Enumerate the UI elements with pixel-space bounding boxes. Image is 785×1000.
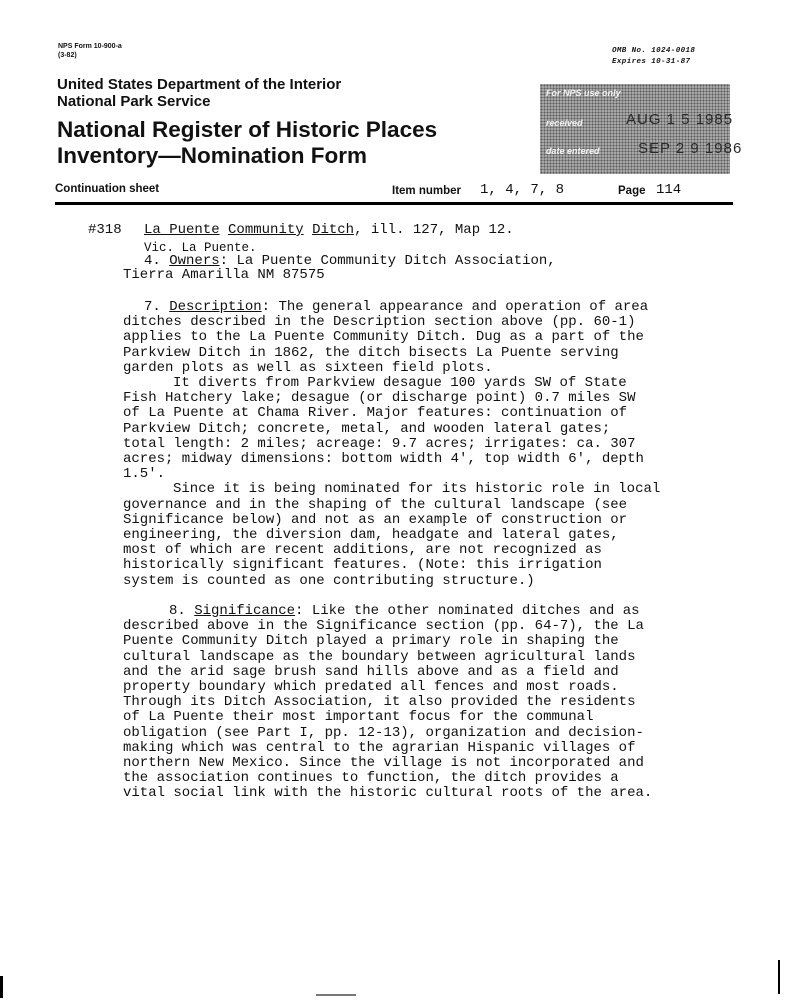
description-line: Parkview Ditch; concrete, metal, and wooden lateral gates;: [123, 420, 611, 437]
description-line: total length: 2 miles; acreage: 9.7 acres; irrigates: ca. 307: [123, 435, 636, 452]
entry-title: [144, 223, 514, 238]
stamp-nps-use-label: For NPS use only: [546, 88, 621, 98]
item-number-value: 1, 4, 7, 8: [480, 182, 565, 198]
description-label: Description: [169, 299, 262, 315]
description-line: most of which are recent additions, are not recognized as: [123, 542, 602, 559]
form-number: NPS Form 10-900-a: [58, 43, 122, 50]
significance-line: described above in the Significance section (pp. 64-7), the La: [123, 618, 644, 635]
description-line: applies to the La Puente Community Ditch. Dug as a part of the: [123, 329, 644, 346]
description-line: garden plots as well as sixteen field plots.: [123, 359, 493, 376]
description-line: historically significant features. (Note: this irrigation: [123, 557, 602, 574]
entry-name-rest: , ill. 127, Map 12.: [354, 222, 514, 238]
significance-line: making which was central to the agrarian Hispanic villages of: [123, 739, 636, 756]
significance-section: [123, 604, 652, 802]
significance-line: Through its Ditch Association, it also provided the residents: [123, 694, 636, 711]
owners-number: 4.: [144, 253, 170, 269]
form-title-line-2: Inventory—Nomination Form: [57, 143, 368, 168]
omb-expires: Expires 10-31-87: [612, 58, 691, 66]
owners-label: Owners: [169, 253, 220, 269]
entry-vicinity: Vic. La Puente.: [144, 241, 257, 255]
significance-line: Puente Community Ditch played a primary role in shaping the: [123, 633, 619, 650]
entry-name-part-1: La Puente: [144, 222, 220, 238]
entry-number: #318: [88, 222, 122, 238]
description-line: Since it is being nominated for its historic role in local: [173, 481, 661, 498]
form-title: [57, 117, 437, 169]
page-label: Page: [618, 185, 646, 197]
stamp-date-entered-label: date entered: [546, 146, 600, 156]
form-revision: (3-82): [58, 52, 77, 59]
header-rule: [55, 202, 733, 205]
significance-line: vital social link with the historic cultural roots of the area.: [123, 785, 653, 802]
stamp-date-entered-value: SEP 2 9 1986: [638, 140, 743, 157]
significance-number: 8.: [169, 603, 195, 619]
description-line: 1.5'.: [123, 466, 166, 483]
significance-label: Significance: [194, 603, 296, 619]
significance-line: property boundary which predated all fences and most roads.: [123, 679, 619, 696]
stamp-received-label: received: [546, 118, 583, 128]
significance-line: northern New Mexico. Since the village is not incorporated and: [123, 755, 644, 772]
continuation-sheet-label: Continuation sheet: [55, 183, 160, 195]
scan-mark-left: [0, 976, 3, 998]
description-line: system is counted as one contributing structure.): [123, 572, 535, 589]
description-line: It diverts from Parkview desague 100 yards SW of State: [173, 375, 627, 392]
significance-line: the association continues to function, the ditch provides a: [123, 770, 619, 787]
stamp-received-date: AUG 1 5 1985: [626, 111, 734, 128]
service-name: National Park Service: [57, 93, 211, 110]
description-line: engineering, the diversion dam, headgate and lateral gates,: [123, 527, 619, 544]
description-line: Parkview Ditch in 1862, the ditch bisects La Puente serving: [123, 344, 619, 361]
omb-number: OMB No. 1024-0018: [612, 47, 696, 55]
entry-name-part-3: Ditch: [312, 222, 355, 238]
description-number: 7.: [144, 299, 170, 315]
owners-address: Tierra Amarilla NM 87575: [123, 267, 325, 283]
page-number: 114: [656, 182, 682, 198]
significance-line: 8. Significance: Like the other nominated ditches and as: [169, 603, 640, 619]
significance-line: and the arid sage brush sand hills above and as a field and: [123, 663, 619, 680]
agency-block: [57, 76, 341, 110]
significance-line: obligation (see Part I, pp. 12-13), organization and decision-: [123, 724, 644, 741]
description-line: acres; midway dimensions: bottom width 4', top width 6', depth: [123, 451, 644, 468]
nps-use-stamp: [540, 84, 743, 174]
significance-line: of La Puente their most important focus for the communal: [123, 709, 594, 726]
scan-mark-right: [778, 960, 780, 994]
description-line: 7. Description: The general appearance and operation of area: [144, 299, 649, 315]
scan-mark-bottom: [316, 994, 356, 996]
description-line: Significance below) and not as an example of construction or: [123, 511, 628, 528]
form-title-line-1: National Register of Historic Places: [57, 117, 438, 142]
owners-text: : La Puente Community Ditch Association,: [219, 253, 556, 269]
item-number-label: Item number: [392, 185, 462, 197]
description-line: of La Puente at Chama River. Major features: continuation of: [123, 405, 628, 422]
description-section: [123, 300, 660, 589]
entry-name-part-2: Community: [228, 222, 304, 238]
description-line: governance and in the shaping of the cultural landscape (see: [123, 496, 628, 513]
significance-line: cultural landscape as the boundary between agricultural lands: [123, 648, 636, 665]
department-name: United States Department of the Interior: [57, 76, 342, 93]
omb-block: [612, 46, 695, 68]
description-line: ditches described in the Description section above (pp. 60-1): [123, 314, 636, 331]
form-id: [58, 42, 122, 60]
description-line: Fish Hatchery lake; desague (or discharge point) 0.7 miles SW: [123, 390, 636, 407]
